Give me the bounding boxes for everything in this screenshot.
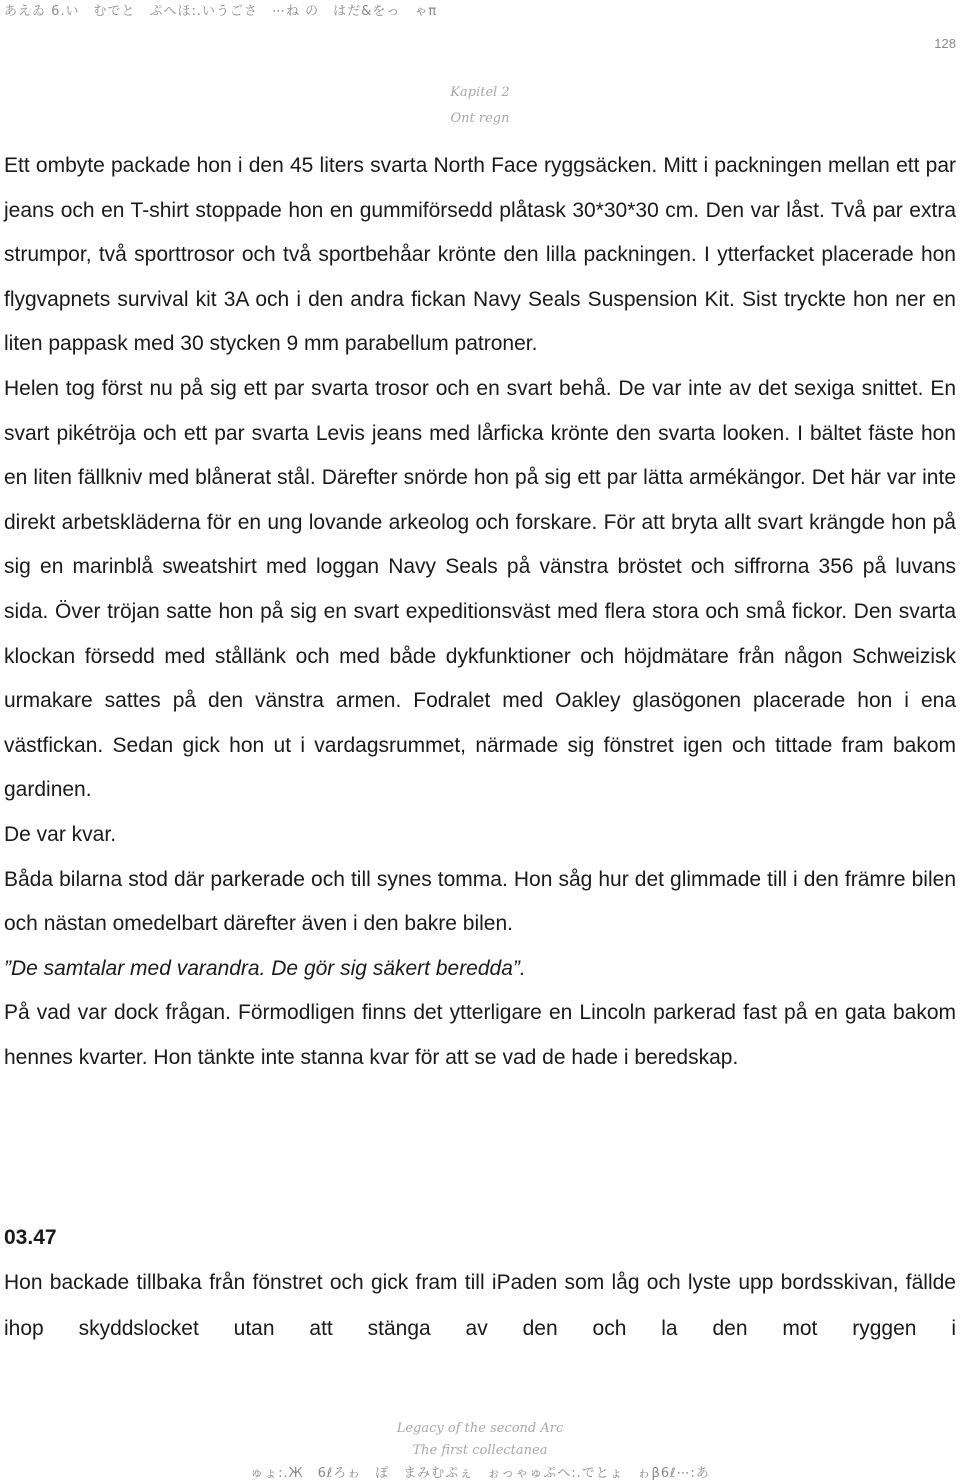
footer-garbled-text: ゅょ:.Ж 6ℓろゎ ぽ まみむぷぇ ぉっゃゅぷへ:.でとょ ゎβ6ℓ⋯:あ — [250, 1466, 710, 1481]
paragraph: De var kvar. — [4, 822, 117, 846]
body-text-continued — [4, 1260, 956, 1352]
section-timestamp: 03.47 — [4, 1226, 57, 1249]
dialogue-paragraph: ”De samtalar med varandra. De gör sig säkert beredda”. — [4, 956, 526, 980]
paragraph: På vad var dock frågan. Förmodligen finns det ytterligare en Lincoln parkerad fast på en gata bakom hennes kvarter. Hon tänkte inte stanna kvar för att se vad de hade i beredskap. — [4, 1001, 956, 1069]
chapter-title: Ont regn — [450, 111, 510, 126]
paragraph: Båda bilarna stod där parkerade och till synes tomma. Hon såg hur det glimmade till i den främre bilen och nästan omedelbart därefter även i den bakre bilen. — [4, 867, 956, 936]
body-text — [4, 144, 956, 1080]
paragraph: Hon backade tillbaka från fönstret och gick fram till iPaden som låg och lyste upp bordsskivan, fällde ihop skyddslocket utan att stänga av den och la den mot ryggen i — [4, 1271, 956, 1340]
page-number: 128 — [934, 36, 956, 51]
chapter-header — [0, 80, 960, 132]
footer-book-title: The first collectanea — [412, 1443, 548, 1458]
chapter-label: Kapitel 2 — [450, 85, 510, 100]
paragraph: Helen tog först nu på sig ett par svarta trosor och en svart behå. De var inte av det sexiga snittet. En svart pikétröja och ett par svarta Levis jeans med lårficka krönte den svarta looken. I bältet fäste hon en liten fällkniv med blånerat stål. Därefter snörde hon på sig ett par lätta armékängor. Det här var inte direkt arbetskläderna för en ung lovande arkeolog och forskare. För att bryta allt svart krängde hon på sig en marinblå sweatshirt med loggan Navy Seals på vänstra bröstet och siffrorna 356 på luvans sida. Över tröjan satte hon på sig en svart expeditionsväst med flera stora och små fickor. Den svarta klockan försedd med stållänk och med både dykfunktioner och höjdmätare från någon Schweizisk urmakare sattes på den vänstra armen. Fodralet med Oakley glasögonen placerade hon i ena västfickan. Sedan gick hon ut i vardagsrummet, närmade sig fönstret igen och tittade fram bakom gardinen. — [4, 376, 956, 802]
page-footer — [0, 1418, 960, 1462]
footer-series-title: Legacy of the second Arc — [396, 1421, 564, 1436]
header-garbled-text: あえゐ 6.い むでと ぷへほ:.いうごさ ⋯ね の はだ&をっ ゃπ — [4, 4, 438, 19]
paragraph: Ett ombyte packade hon i den 45 liters svarta North Face ryggsäcken. Mitt i packningen mellan ett par jeans och en T-shirt stoppade hon en gummiförsedd plåtask 30*30*30 cm. Den var låst. Två par extra strumpor, två sporttrosor och två sportbehåar krönte den lilla packningen. I ytterfacket placerade hon flygvapnets survival kit 3A och i den andra fickan Navy Seals Suspension Kit. Sist tryckte hon ner en liten pappask med 30 stycken 9 mm parabellum patroner. — [4, 154, 956, 356]
